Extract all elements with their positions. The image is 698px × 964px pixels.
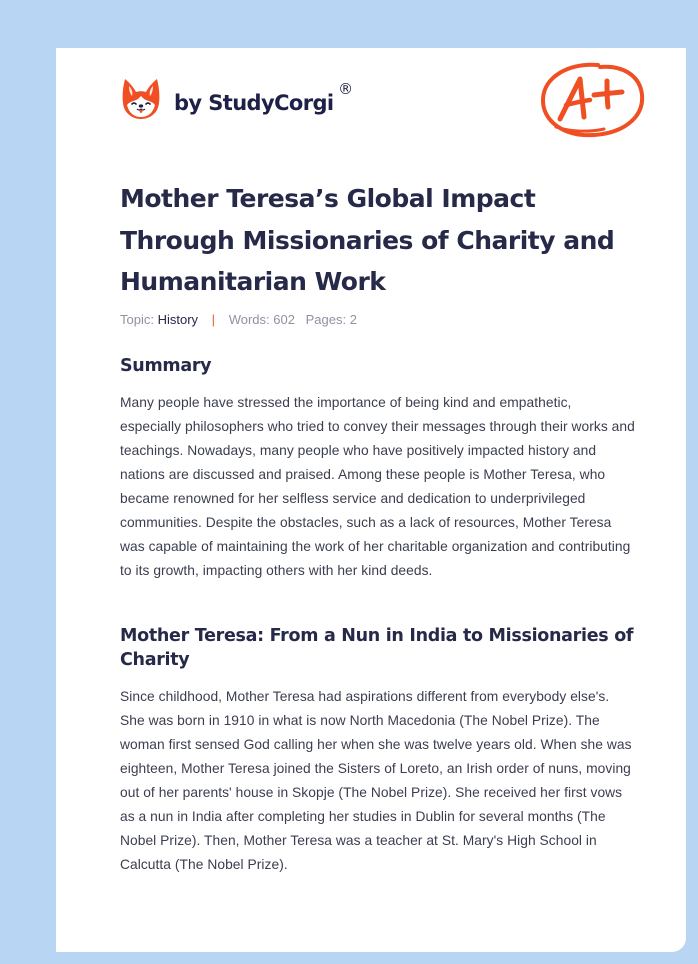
topic-link[interactable]: History <box>157 312 199 327</box>
brand-name <box>174 80 353 115</box>
meta-separator: | <box>211 312 216 327</box>
words-label: Words: <box>228 312 270 327</box>
section-text-nun-to-missionaries: Since childhood, Mother Teresa had aspirations different from everybody else's. She was born in 1910 in what is now North Macedonia (The Nobel Prize). The woman first sensed God calling her when she was twelve years old. When she was eighteen, Mother Teresa joined the Sisters of Loreto, an Irish order of nuns, moving out of her parents' house in Skopje (The Nobel Prize). She received her first vows as a nun in India after completing her studies in Dublin for several months (The Nobel Prize). Then, Mother Teresa was a teacher at St. Mary's High School in Calcutta (The Nobel Prize). <box>120 689 632 872</box>
section-text-summary: Many people have stressed the importance of being kind and empathetic, especially philosophers who tried to convey their messages through their works and teachings. Nowadays, many people who have positively impacted history and nations are discussed and praised. Among these people is Mother Teresa, who became renowned for her selfless service and dedication to underprivileged communities. Despite the obstacles, such as a lack of resources, Mother Teresa was capable of maintaining the work of her charitable organization and contributing to its growth, impacting others with her kind deeds. <box>120 395 635 578</box>
document-card <box>56 48 686 952</box>
brand-text: by StudyCorgi <box>174 91 334 115</box>
pages-label: Pages: <box>305 312 347 327</box>
topic-label: Topic: <box>120 312 154 327</box>
words-count: 602 <box>273 312 295 327</box>
studycorgi-logo[interactable] <box>121 75 353 123</box>
registered-mark: ® <box>338 80 353 98</box>
pages-count: 2 <box>349 312 357 327</box>
section-heading-summary: Summary <box>120 356 212 376</box>
a-plus-grade-icon <box>538 59 648 141</box>
document-title: Mother Teresa’s Global Impact Through Missionaries of Charity and Humanitarian Work <box>120 184 615 296</box>
document-meta <box>120 312 357 327</box>
corgi-logo-icon <box>121 77 161 121</box>
section-heading-nun-to-missionaries: Mother Teresa: From a Nun in India to Missionaries of Charity <box>120 626 634 670</box>
